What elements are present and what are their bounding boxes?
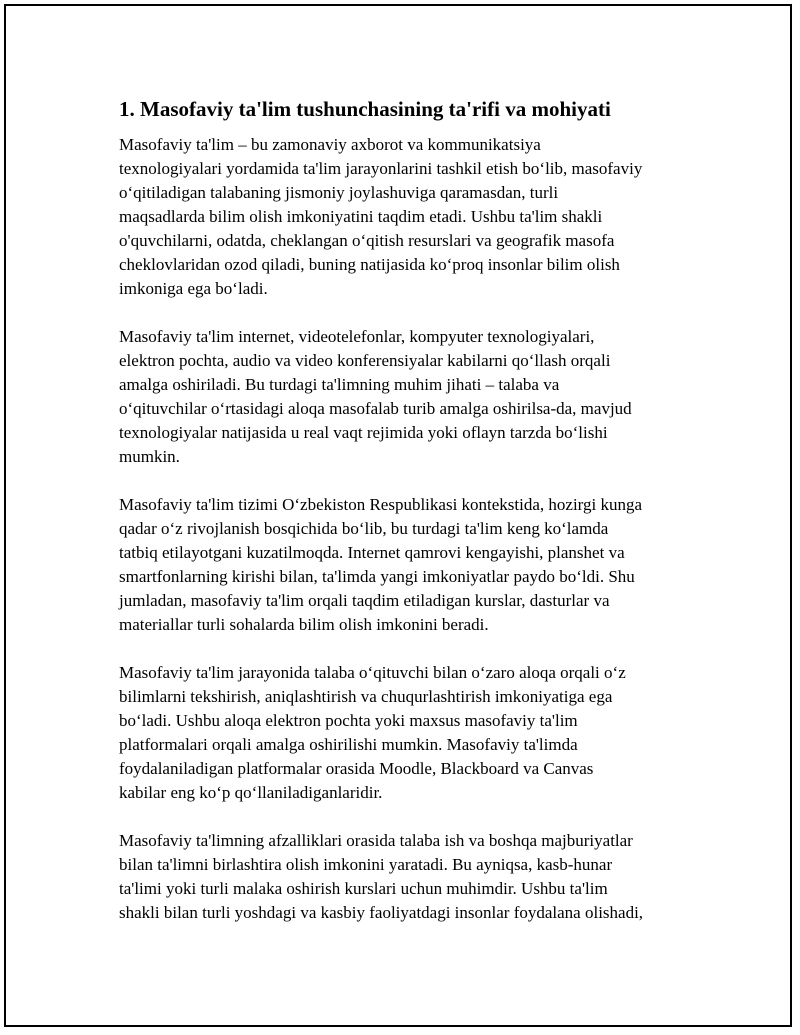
paragraphs-container <box>119 133 694 925</box>
paragraph <box>119 325 694 469</box>
paragraph-line: cheklovlaridan ozod qiladi, buning natijasida ko‘proq insonlar bilim olish <box>119 255 620 274</box>
paragraph-line: qadar o‘z rivojlanish bosqichida bo‘lib, bu turdagi ta'lim keng ko‘lamda <box>119 519 609 538</box>
paragraph-line: bilimlarni tekshirish, aniqlashtirish va chuqurlashtirish imkoniyatiga ega <box>119 687 613 706</box>
paragraph-line: texnologiyalari yordamida ta'lim jarayonlarini tashkil etish bo‘lib, masofaviy <box>119 159 643 178</box>
paragraph-line: Masofaviy ta'lim – bu zamonaviy axborot va kommunikatsiya <box>119 135 541 154</box>
paragraph-line: materiallar turli sohalarda bilim olish imkonini beradi. <box>119 615 489 634</box>
paragraph-line: amalga oshiriladi. Bu turdagi ta'limning muhim jihati – talaba va <box>119 375 560 394</box>
paragraph-line: kabilar eng ko‘p qo‘llaniladiganlaridir. <box>119 783 383 802</box>
paragraph-line: bilan ta'limni birlashtira olish imkonini yaratadi. Bu ayniqsa, kasb-hunar <box>119 855 613 874</box>
page-frame <box>4 4 792 1027</box>
paragraph-line: Masofaviy ta'limning afzalliklari orasida talaba ish va boshqa majburiyatlar <box>119 831 633 850</box>
paragraph <box>119 829 694 925</box>
page-title: 1. Masofaviy ta'lim tushunchasining ta'rifi va mohiyati <box>119 97 611 121</box>
paragraph <box>119 133 694 301</box>
paragraph-line: Masofaviy ta'lim tizimi O‘zbekiston Respublikasi kontekstida, hozirgi kunga <box>119 495 643 514</box>
paragraph-line: platformalari orqali amalga oshirilishi mumkin. Masofaviy ta'limda <box>119 735 578 754</box>
paragraph-line: ta'limi yoki turli malaka oshirish kurslari uchun muhimdir. Ushbu ta'lim <box>119 879 608 898</box>
paragraph-line: elektron pochta, audio va video konferensiyalar kabilarni qo‘llash orqali <box>119 351 611 370</box>
paragraph-line: smartfonlarning kirishi bilan, ta'limda yangi imkoniyatlar paydo bo‘ldi. Shu <box>119 567 635 586</box>
paragraph-line: Masofaviy ta'lim jarayonida talaba o‘qituvchi bilan o‘zaro aloqa orqali o‘z <box>119 663 626 682</box>
paragraph-line: shakli bilan turli yoshdagi va kasbiy faoliyatdagi insonlar foydalana olishadi, <box>119 903 644 922</box>
paragraph-line: foydalaniladigan platformalar orasida Moodle, Blackboard va Canvas <box>119 759 594 778</box>
paragraph-line: o‘qitiladigan talabaning jismoniy joylashuviga qaramasdan, turli <box>119 183 559 202</box>
paragraph-line: imkoniga ega bo‘ladi. <box>119 279 268 298</box>
paragraph-line: bo‘ladi. Ushbu aloqa elektron pochta yoki maxsus masofaviy ta'lim <box>119 711 578 730</box>
document-body <box>119 96 694 949</box>
paragraph-line: mumkin. <box>119 447 180 466</box>
paragraph-line: maqsadlarda bilim olish imkoniyatini taqdim etadi. Ushbu ta'lim shakli <box>119 207 603 226</box>
paragraph-line: Masofaviy ta'lim internet, videotelefonlar, kompyuter texnologiyalari, <box>119 327 595 346</box>
paragraph <box>119 493 694 637</box>
paragraph-line: tatbiq etilayotgani kuzatilmoqda. Internet qamrovi kengayishi, planshet va <box>119 543 625 562</box>
paragraph-line: jumladan, masofaviy ta'lim orqali taqdim etiladigan kurslar, dasturlar va <box>119 591 610 610</box>
paragraph-line: texnologiyalar natijasida u real vaqt rejimida yoki oflayn tarzda bo‘lishi <box>119 423 608 442</box>
paragraph-line: o'quvchilarni, odatda, cheklangan o‘qitish resurslari va geografik masofa <box>119 231 615 250</box>
paragraph-line: o‘qituvchilar o‘rtasidagi aloqa masofalab turib amalga oshirilsa-da, mavjud <box>119 399 632 418</box>
paragraph <box>119 661 694 805</box>
